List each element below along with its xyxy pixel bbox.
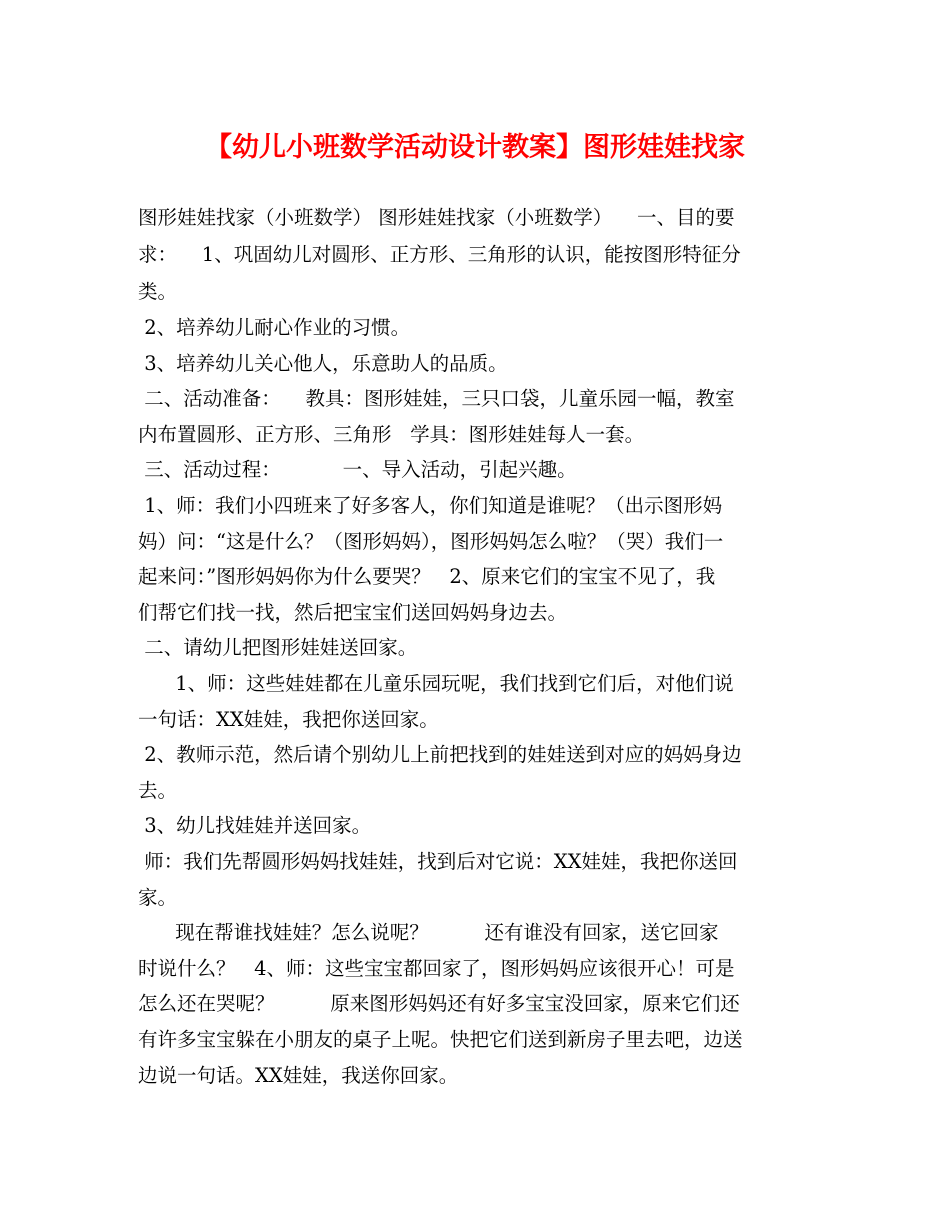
body-line: 一句话：XX娃娃，我把你送回家。 xyxy=(138,708,439,731)
body-line: 有许多宝宝躲在小朋友的桌子上呢。快把它们送到新房子里去吧，边送 xyxy=(138,1028,743,1051)
body-line: 内布置圆形、正方形、三角形 学具：图形娃娃每人一套。 xyxy=(138,423,645,446)
body-line: 边说一句话。XX娃娃，我送你回家。 xyxy=(138,1064,459,1087)
body-line: 二、请幼儿把图形娃娃送回家。 xyxy=(138,636,418,659)
body-line: 1、师：这些娃娃都在儿童乐园玩呢，我们找到它们后，对他们说 xyxy=(138,672,734,695)
body-line: 时说什么？ 4、师：这些宝宝都回家了，图形妈妈应该很开心！可是 xyxy=(138,957,735,980)
body-line: 二、活动准备： 教具：图形娃娃，三只口袋，儿童乐园一幅，教室 xyxy=(138,387,735,410)
body-line: 3、培养幼儿关心他人，乐意助人的品质。 xyxy=(138,352,508,375)
body-line: 求： 1、巩固幼儿对圆形、正方形、三角形的认识，能按图形特征分 xyxy=(138,243,741,266)
body-line: 2、培养幼儿耐心作业的习惯。 xyxy=(138,316,411,339)
body-line: 3、幼儿找娃娃并送回家。 xyxy=(138,814,372,837)
body-line: 2、教师示范，然后请个别幼儿上前把找到的娃娃送到对应的妈妈身边 xyxy=(138,743,742,766)
body-line: 类。 xyxy=(138,280,178,303)
document-title: 【幼儿小班数学活动设计教案】图形娃娃找家 xyxy=(205,132,745,163)
body-line: 起来问：”图形妈妈你为什么要哭？ 2、原来它们的宝宝不见了，我 xyxy=(138,565,716,588)
body-line: 图形娃娃找家（小班数学） 图形娃娃找家（小班数学） 一、目的要 xyxy=(138,206,735,229)
body-line: 现在帮谁找娃娃？怎么说呢？ 还有谁没有回家，送它回家 xyxy=(138,921,719,944)
body-line: 1、师：我们小四班来了好多客人，你们知道是谁呢？（出示图形妈 xyxy=(138,494,723,517)
body-line: 师：我们先帮圆形妈妈找娃娃，找到后对它说：XX娃娃，我把你送回 xyxy=(138,850,738,873)
body-line: 妈）问：“这是什么？（图形妈妈），图形妈妈怎么啦？（哭）我们一 xyxy=(138,530,724,553)
body-line: 们帮它们找一找，然后把宝宝们送回妈妈身边去。 xyxy=(138,601,568,624)
body-line: 三、活动过程： 一、导入活动，引起兴趣。 xyxy=(138,458,577,481)
body-line: 家。 xyxy=(138,886,178,909)
body-line: 怎么还在哭呢？ 原来图形妈妈还有好多宝宝没回家，原来它们还 xyxy=(138,992,740,1015)
body-line: 去。 xyxy=(138,779,178,802)
